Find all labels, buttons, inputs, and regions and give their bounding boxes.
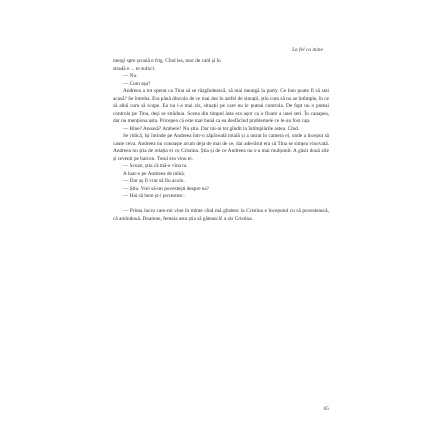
paragraph: Se ridică, își întinde pe Andreea într-o zăpăceală totală și a intrat în camera ei, unde a început să caute ceva. Andreea nu cunoaște acum deja de mai de ce, dar adevărul era că Tina se simțea vinovată. Andreea nu știa de relația ei cu Cristina. Știa și de ce Andreea nu s-a mai mulțumit. A găsit două zile și revenit pe balcon. Totul era vinu ei. (113, 133, 329, 162)
paragraph: mergi spre școală e frig. Cînd ies, mor de cald și în (113, 58, 221, 64)
paragraph: stradă e ... te sufoci. (113, 65, 156, 72)
page-number: 65 (323, 406, 329, 412)
dialog-line: A luat-o pe Andreea de mînă. (123, 170, 186, 177)
dialog-line: — Prima lucru care-mi vine în minte cînd mă gîndesc la Cristina e începutul cu să povestească, că amîndouă. Doamne, femeia asta știa să gătească! a zis Cristina. (113, 208, 329, 222)
running-head: La fel ca mine (292, 47, 323, 53)
dialog-line: — Bine? Anoasă? Ambele? Nu știu. Dar mi-ai tot gîndit la întîmplările astea. Cînd. (123, 125, 300, 132)
dialog-line: — Nu. (123, 73, 138, 79)
dialog-line: — Scuze, știu că mă-e vina ta. (123, 163, 188, 169)
dialog-line: — Cum așa? (123, 80, 151, 87)
paragraph: Andreea a tot sperat ca Tina să se răzgîndească, să mai meargă la party. Ce bun poate fi să stai acasă? Se întreba. Era până dincolo de ce mai des în astfel de situații, știu cum să nu se întîmple, în ce să aibă cum să scape. Ea nu i-a mai zis, situații pe care nu le puteai controla. De fapt nu o puteai controla pe Tina, deși se străduia. Scena din timpul ăsta era ușor ca o floare a unei seri. În canapea, dar nu menționa asta. Pricepea că este mai bună ca ea desfăcînd problemele ce le-au fost cap. (113, 88, 329, 124)
dialog-line: — Hai să bem și-i povestesc. (123, 193, 185, 199)
dialog-line: — Știu. Vrei să-mi povestești despre ea? (123, 185, 209, 192)
dialog-line: — Dar aș fi vrut să fiu acolo. (123, 178, 185, 184)
body-text (113, 58, 329, 223)
